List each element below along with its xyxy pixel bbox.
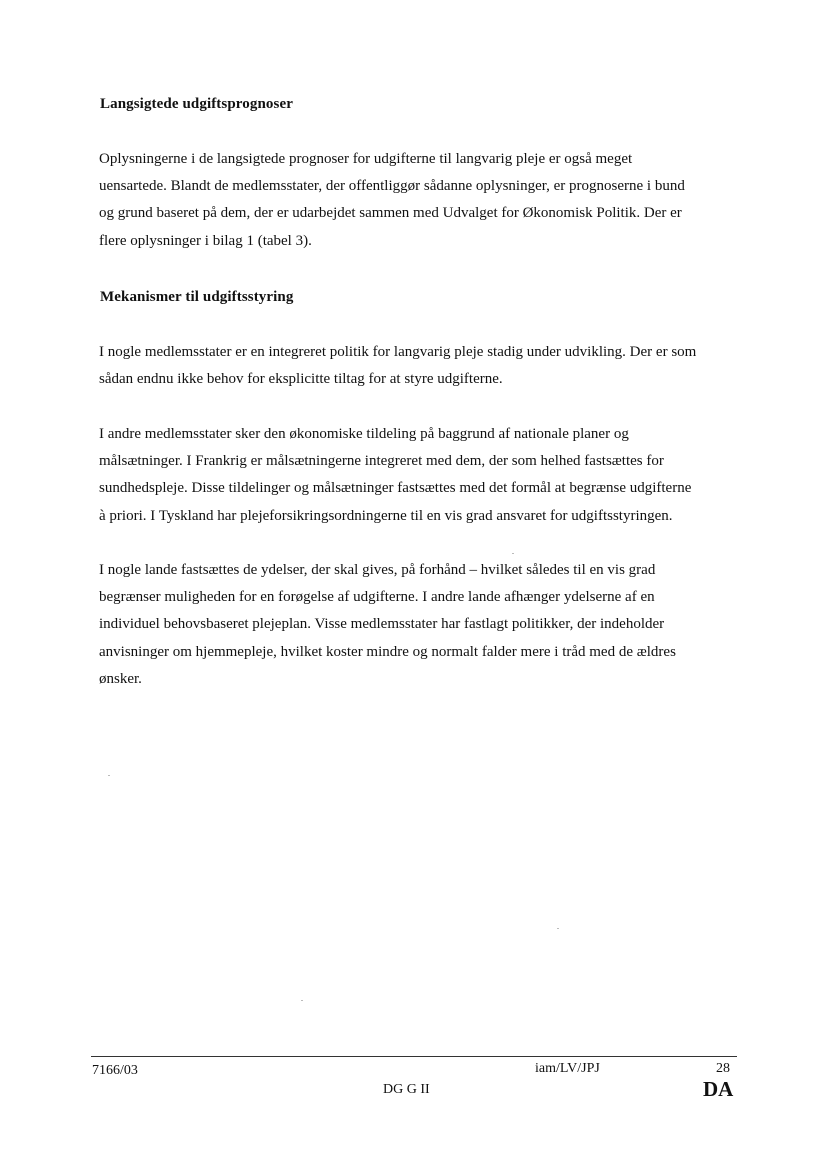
scan-speck [301, 1000, 303, 1001]
text-line: begrænser muligheden for en forøgelse af udgifterne. I andre lande afhænger ydelserne af en [99, 589, 655, 606]
footer-directorate: DG G II [383, 1082, 430, 1097]
text-line: I nogle medlemsstater er en integreret politik for langvarig pleje stadig under udvikling. Der er som [99, 344, 697, 360]
scan-speck [557, 928, 559, 929]
text-line: sådan endnu ikke behov for eksplicitte tiltag for at styre udgifterne. [99, 371, 503, 388]
text-line: sundhedspleje. Disse tildelinger og målsætninger fastsættes med det formål at begrænse udgifterne [99, 480, 692, 497]
footer-document-number: 7166/03 [92, 1063, 138, 1078]
text-line: anvisninger om hjemmepleje, hvilket koster mindre og normalt falder mere i tråd med de ældres [99, 643, 676, 660]
scan-speck [512, 553, 514, 554]
text-line: målsætninger. I Frankrig er målsætningerne integreret med dem, der som helhed fastsættes for [99, 453, 664, 470]
paragraph-projections [99, 146, 749, 255]
text-line: flere oplysninger i bilag 1 (tabel 3). [99, 232, 312, 249]
scan-speck [108, 775, 110, 776]
text-line: I andre medlemsstater sker den økonomiske tildeling på baggrund af nationale planer og [99, 426, 629, 442]
section-heading-expenditure-projections: Langsigtede udgiftsprognoser [100, 96, 293, 112]
text-line: à priori. I Tyskland har plejeforsikringsordningerne til en vis grad ansvaret for udgiftsstyringen. [99, 507, 673, 524]
text-line: individuel behovsbaseret plejeplan. Visse medlemsstater har fastlagt politikker, der indeholder [99, 616, 665, 633]
text-line: ønsker. [99, 670, 142, 687]
footer-divider [91, 1056, 737, 1057]
section-heading-expenditure-control: Mekanismer til udgiftsstyring [100, 289, 294, 305]
text-line: Oplysningerne i de langsigtede prognoser for udgifterne til langvarig pleje er også meget [99, 151, 633, 167]
footer-language-code: DA [703, 1077, 734, 1101]
text-line: I nogle lande fastsættes de ydelser, der skal gives, på forhånd – hvilket således til en vis grad [99, 562, 656, 578]
paragraph-financial-allocation [99, 421, 749, 530]
text-line: og grund baseret på dem, der er udarbejdet sammen med Udvalget for Økonomisk Politik. Der er [99, 205, 682, 222]
paragraph-benefits [99, 557, 749, 693]
footer-initials: iam/LV/JPJ [535, 1061, 600, 1076]
paragraph-integrated-policy [99, 339, 749, 393]
footer-page-number: 28 [716, 1061, 730, 1076]
text-line: uensartede. Blandt de medlemsstater, der offentliggør sådanne oplysninger, er prognoserne i bund [99, 178, 685, 195]
